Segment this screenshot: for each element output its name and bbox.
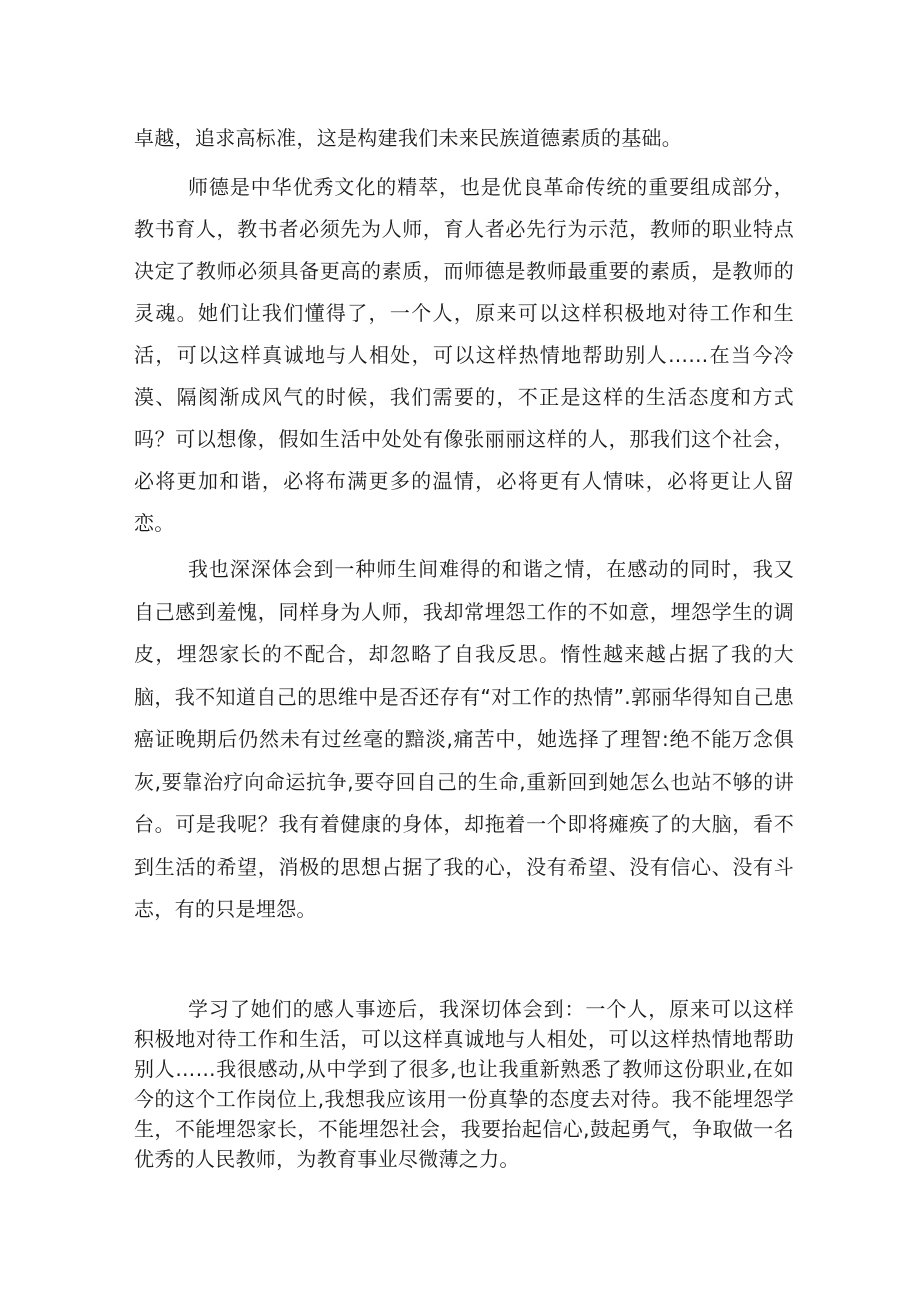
- paragraph-conclusion: 学习了她们的感人事迹后，我深切体会到：一个人，原来可以这样积极地对待工作和生活，可以这样真诚地与人相处，可以这样热情地帮助别人……我很感动,从中学到了很多,也让我重新熟悉了教师这份职业,在如今的这个工作岗位上,我想我应该用一份真挚的态度去对待。我不能埋怨学生，不能埋怨家长，不能埋怨社会，我要抬起信心,鼓起勇气，争取做一名优秀的人民教师，为教育事业尽微薄之力。: [134, 997, 794, 1171]
- paragraph-teacher-ethics: 师德是中华优秀文化的精萃，也是优良革命传统的重要组成部分，教书育人，教书者必须先为人师，育人者必先行为示范，教师的职业特点决定了教师必须具备更高的素质，而师德是教师最重要的素质，是教师的灵魂。她们让我们懂得了，一个人，原来可以这样积极地对待工作和生活，可以这样真诚地与人相处，可以这样热情地帮助别人……在当今冷漠、隔阂渐成风气的时候，我们需要的，不正是这样的生活态度和方式吗？可以想像，假如生活中处处有像张丽丽这样的人，那我们这个社会，必将更加和谐，必将布满更多的温情，必将更有人情味，必将更让人留恋。: [134, 175, 794, 535]
- paragraph-continuation: 卓越，追求高标准，这是构建我们未来民族道德素质的基础。: [134, 126, 683, 150]
- paragraph-self-reflection: 我也深深体会到一种师生间难得的和谐之情，在感动的同时，我又自己感到羞愧，同样身为人师，我却常埋怨工作的不如意，埋怨学生的调皮，埋怨家长的不配合，却忽略了自我反思。惰性越来越占据了我的大脑，我不知道自己的思维中是否还存有“对工作的热情”.郭丽华得知自己患癌证晚期后仍然未有过丝毫的黯淡,痛苦中，她选择了理智:绝不能万念俱灰,要靠治疗向命运抗争,要夺回自己的生命,重新回到她怎么也站不够的讲台。可是我呢？我有着健康的身体，却拖着一个即将瘫痪了的大脑，看不到生活的希望，消极的思想占据了我的心，没有希望、没有信心、没有斗志，有的只是埋怨。: [134, 557, 794, 921]
